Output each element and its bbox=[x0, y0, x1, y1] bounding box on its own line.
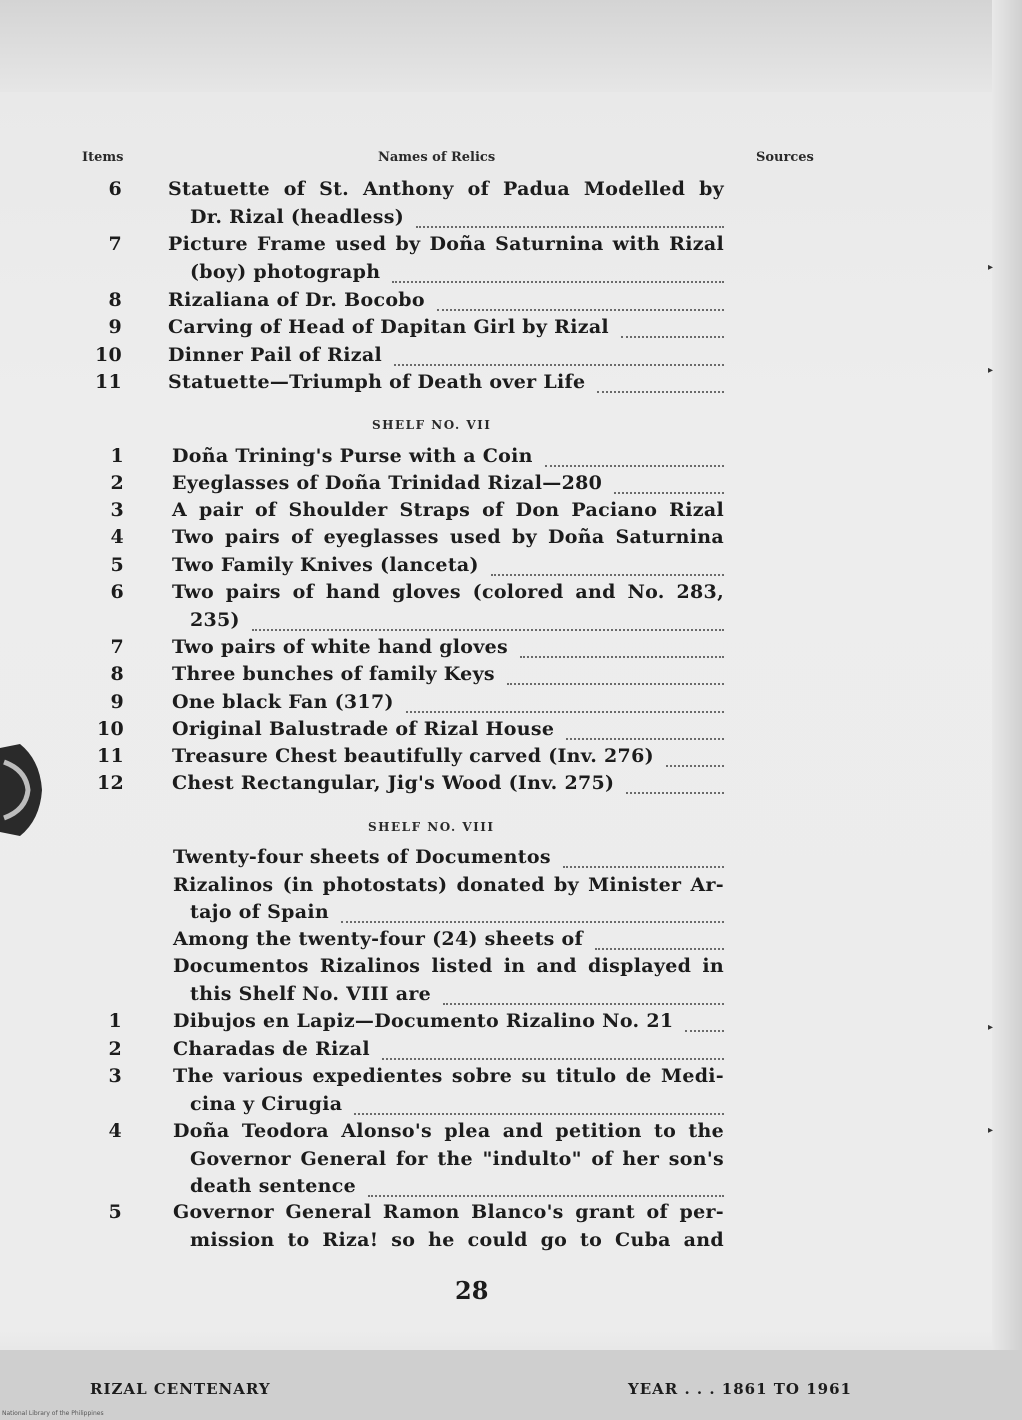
relic-row bbox=[0, 470, 740, 497]
shelf-vii-heading: SHELF NO. VII bbox=[372, 418, 492, 432]
relic-row bbox=[0, 524, 740, 551]
leader-dots bbox=[666, 763, 724, 767]
relic-name: tajo of Spain bbox=[190, 901, 329, 923]
leader-dots bbox=[252, 627, 724, 631]
relic-row bbox=[0, 1091, 740, 1118]
leader-dots bbox=[520, 654, 724, 658]
leader-dots bbox=[406, 709, 724, 713]
relic-row bbox=[0, 1036, 740, 1063]
item-number: 1 bbox=[108, 1010, 122, 1032]
leader-dots bbox=[545, 463, 724, 467]
item-number: 6 bbox=[108, 178, 122, 200]
leader-dots bbox=[394, 362, 724, 366]
leader-dots bbox=[443, 1001, 724, 1005]
leader-dots bbox=[368, 1193, 724, 1197]
item-number: 11 bbox=[96, 745, 124, 767]
relic-name: Treasure Chest beautifully carved (Inv. 276) bbox=[172, 745, 654, 767]
relic-name: Two pairs of eyeglasses used by Doña Saturnina bbox=[172, 526, 724, 548]
relic-name: Doña Trining's Purse with a Coin bbox=[172, 445, 533, 467]
relic-name: Statuette of St. Anthony of Padua Modelled by bbox=[168, 178, 724, 200]
item-number: 5 bbox=[110, 554, 124, 576]
relic-name: mission to Riza! so he could go to Cuba and bbox=[190, 1229, 724, 1251]
relic-row bbox=[0, 497, 740, 524]
library-caption: National Library of the Philippines bbox=[2, 1410, 104, 1417]
relic-name: 235) bbox=[190, 609, 240, 631]
relic-row bbox=[0, 634, 740, 661]
leader-dots bbox=[507, 681, 724, 685]
relic-name: The various expedientes sobre su titulo de Medi- bbox=[173, 1065, 724, 1087]
relic-name: Rizalinos (in photostats) donated by Minister Ar- bbox=[173, 874, 724, 896]
item-number: 10 bbox=[94, 344, 122, 366]
leader-dots bbox=[392, 279, 724, 283]
leader-dots bbox=[437, 307, 724, 311]
relic-row bbox=[0, 1008, 740, 1035]
relic-name: Charadas de Rizal bbox=[173, 1038, 370, 1060]
item-number: 5 bbox=[108, 1201, 122, 1223]
item-number: 9 bbox=[110, 691, 124, 713]
relic-row bbox=[0, 204, 740, 231]
relic-row bbox=[0, 1199, 740, 1226]
relic-name: Rizaliana of Dr. Bocobo bbox=[168, 289, 425, 311]
item-number: 8 bbox=[110, 663, 124, 685]
leader-dots bbox=[595, 946, 724, 950]
top-band bbox=[0, 0, 1022, 92]
relic-row bbox=[0, 981, 740, 1008]
relic-row bbox=[0, 579, 740, 606]
leader-dots bbox=[626, 790, 724, 794]
relic-row bbox=[0, 342, 740, 369]
relic-row bbox=[0, 1227, 740, 1254]
relic-name: Dr. Rizal (headless) bbox=[190, 206, 405, 228]
relic-row bbox=[0, 953, 740, 980]
relic-row bbox=[0, 1173, 740, 1200]
relic-name: Three bunches of family Keys bbox=[172, 663, 495, 685]
relic-name: Eyeglasses of Doña Trinidad Rizal—280 bbox=[172, 472, 603, 494]
relic-name: death sentence bbox=[190, 1175, 357, 1197]
sources-column-header: Sources bbox=[756, 150, 814, 165]
relic-name: Two Family Knives (lanceta) bbox=[172, 554, 479, 576]
relic-row bbox=[0, 770, 740, 797]
relic-name: Documentos Rizalinos listed in and displayed in bbox=[173, 955, 724, 977]
relic-name: Among the twenty-four (24) sheets of bbox=[173, 928, 584, 950]
names-column-header: Names of Relics bbox=[378, 150, 496, 165]
leader-dots bbox=[563, 864, 724, 868]
relic-row bbox=[0, 369, 740, 396]
relic-row bbox=[0, 231, 740, 258]
relic-row bbox=[0, 716, 740, 743]
edge-dot-mark: ▸ bbox=[988, 1125, 994, 1136]
relic-row bbox=[0, 661, 740, 688]
relic-row bbox=[0, 899, 740, 926]
edge-dot-mark: ▸ bbox=[988, 365, 994, 376]
relic-row bbox=[0, 287, 740, 314]
items-column-header: Items bbox=[82, 150, 124, 165]
relic-row bbox=[0, 607, 740, 634]
relic-name: (boy) photograph bbox=[190, 261, 381, 283]
leader-dots bbox=[621, 334, 724, 338]
relic-name: Two pairs of white hand gloves bbox=[172, 636, 508, 658]
relic-name: Original Balustrade of Rizal House bbox=[172, 718, 555, 740]
relic-row bbox=[0, 844, 740, 871]
relic-row bbox=[0, 314, 740, 341]
relic-row bbox=[0, 872, 740, 899]
relic-name: Governor General for the "indulto" of her son's bbox=[190, 1148, 724, 1170]
relic-row bbox=[0, 443, 740, 470]
leader-dots bbox=[341, 919, 724, 923]
leader-dots bbox=[685, 1028, 724, 1032]
relic-name: Doña Teodora Alonso's plea and petition to the bbox=[173, 1120, 724, 1142]
relic-name: Chest Rectangular, Jig's Wood (Inv. 275) bbox=[172, 772, 615, 794]
item-number: 4 bbox=[110, 526, 124, 548]
shelf-viii-heading: SHELF NO. VIII bbox=[368, 820, 495, 834]
relic-row bbox=[0, 743, 740, 770]
leader-dots bbox=[354, 1111, 724, 1115]
edge-dot-mark: ▸ bbox=[988, 262, 994, 273]
relic-name: One black Fan (317) bbox=[172, 691, 394, 713]
item-number: 4 bbox=[108, 1120, 122, 1142]
relic-name: Carving of Head of Dapitan Girl by Rizal bbox=[168, 316, 609, 338]
leader-dots bbox=[491, 572, 724, 576]
item-number: 9 bbox=[108, 316, 122, 338]
item-number: 6 bbox=[110, 581, 124, 603]
relic-row bbox=[0, 926, 740, 953]
item-number: 3 bbox=[110, 499, 124, 521]
leader-dots bbox=[566, 736, 724, 740]
item-number: 2 bbox=[110, 472, 124, 494]
footer-years: YEAR . . . 1861 TO 1961 bbox=[628, 1380, 852, 1398]
page-number: 28 bbox=[455, 1276, 489, 1305]
edge-dot-mark: ▸ bbox=[988, 1022, 994, 1033]
leader-dots bbox=[382, 1056, 724, 1060]
leader-dots bbox=[416, 224, 724, 228]
relic-name: Picture Frame used by Doña Saturnina with Rizal bbox=[168, 233, 724, 255]
item-number: 7 bbox=[108, 233, 122, 255]
item-number: 12 bbox=[96, 772, 124, 794]
relic-name: Twenty-four sheets of Documentos bbox=[173, 846, 551, 868]
item-number: 1 bbox=[110, 445, 124, 467]
relic-row bbox=[0, 176, 740, 203]
relic-name: Governor General Ramon Blanco's grant of per- bbox=[173, 1201, 724, 1223]
relic-name: cina y Cirugia bbox=[190, 1093, 343, 1115]
relic-row bbox=[0, 689, 740, 716]
item-number: 11 bbox=[94, 371, 122, 393]
item-number: 10 bbox=[96, 718, 124, 740]
relic-name: Dibujos en Lapiz—Documento Rizalino No. 21 bbox=[173, 1010, 674, 1032]
relic-row bbox=[0, 1118, 740, 1145]
leader-dots bbox=[614, 490, 724, 494]
item-number: 8 bbox=[108, 289, 122, 311]
item-number: 2 bbox=[108, 1038, 122, 1060]
right-edge bbox=[992, 0, 1022, 1420]
relic-name: Statuette—Triumph of Death over Life bbox=[168, 371, 586, 393]
relic-row bbox=[0, 552, 740, 579]
footer-title: RIZAL CENTENARY bbox=[90, 1380, 271, 1398]
relic-name: this Shelf No. VIII are bbox=[190, 983, 432, 1005]
relic-row bbox=[0, 259, 740, 286]
item-number: 3 bbox=[108, 1065, 122, 1087]
relic-row bbox=[0, 1146, 740, 1173]
relic-name: Dinner Pail of Rizal bbox=[168, 344, 382, 366]
leader-dots bbox=[597, 389, 724, 393]
item-number: 7 bbox=[110, 636, 124, 658]
relic-name: A pair of Shoulder Straps of Don Paciano Rizal bbox=[172, 499, 724, 521]
relic-row bbox=[0, 1063, 740, 1090]
relic-name: Two pairs of hand gloves (colored and No. 283, bbox=[172, 581, 724, 603]
